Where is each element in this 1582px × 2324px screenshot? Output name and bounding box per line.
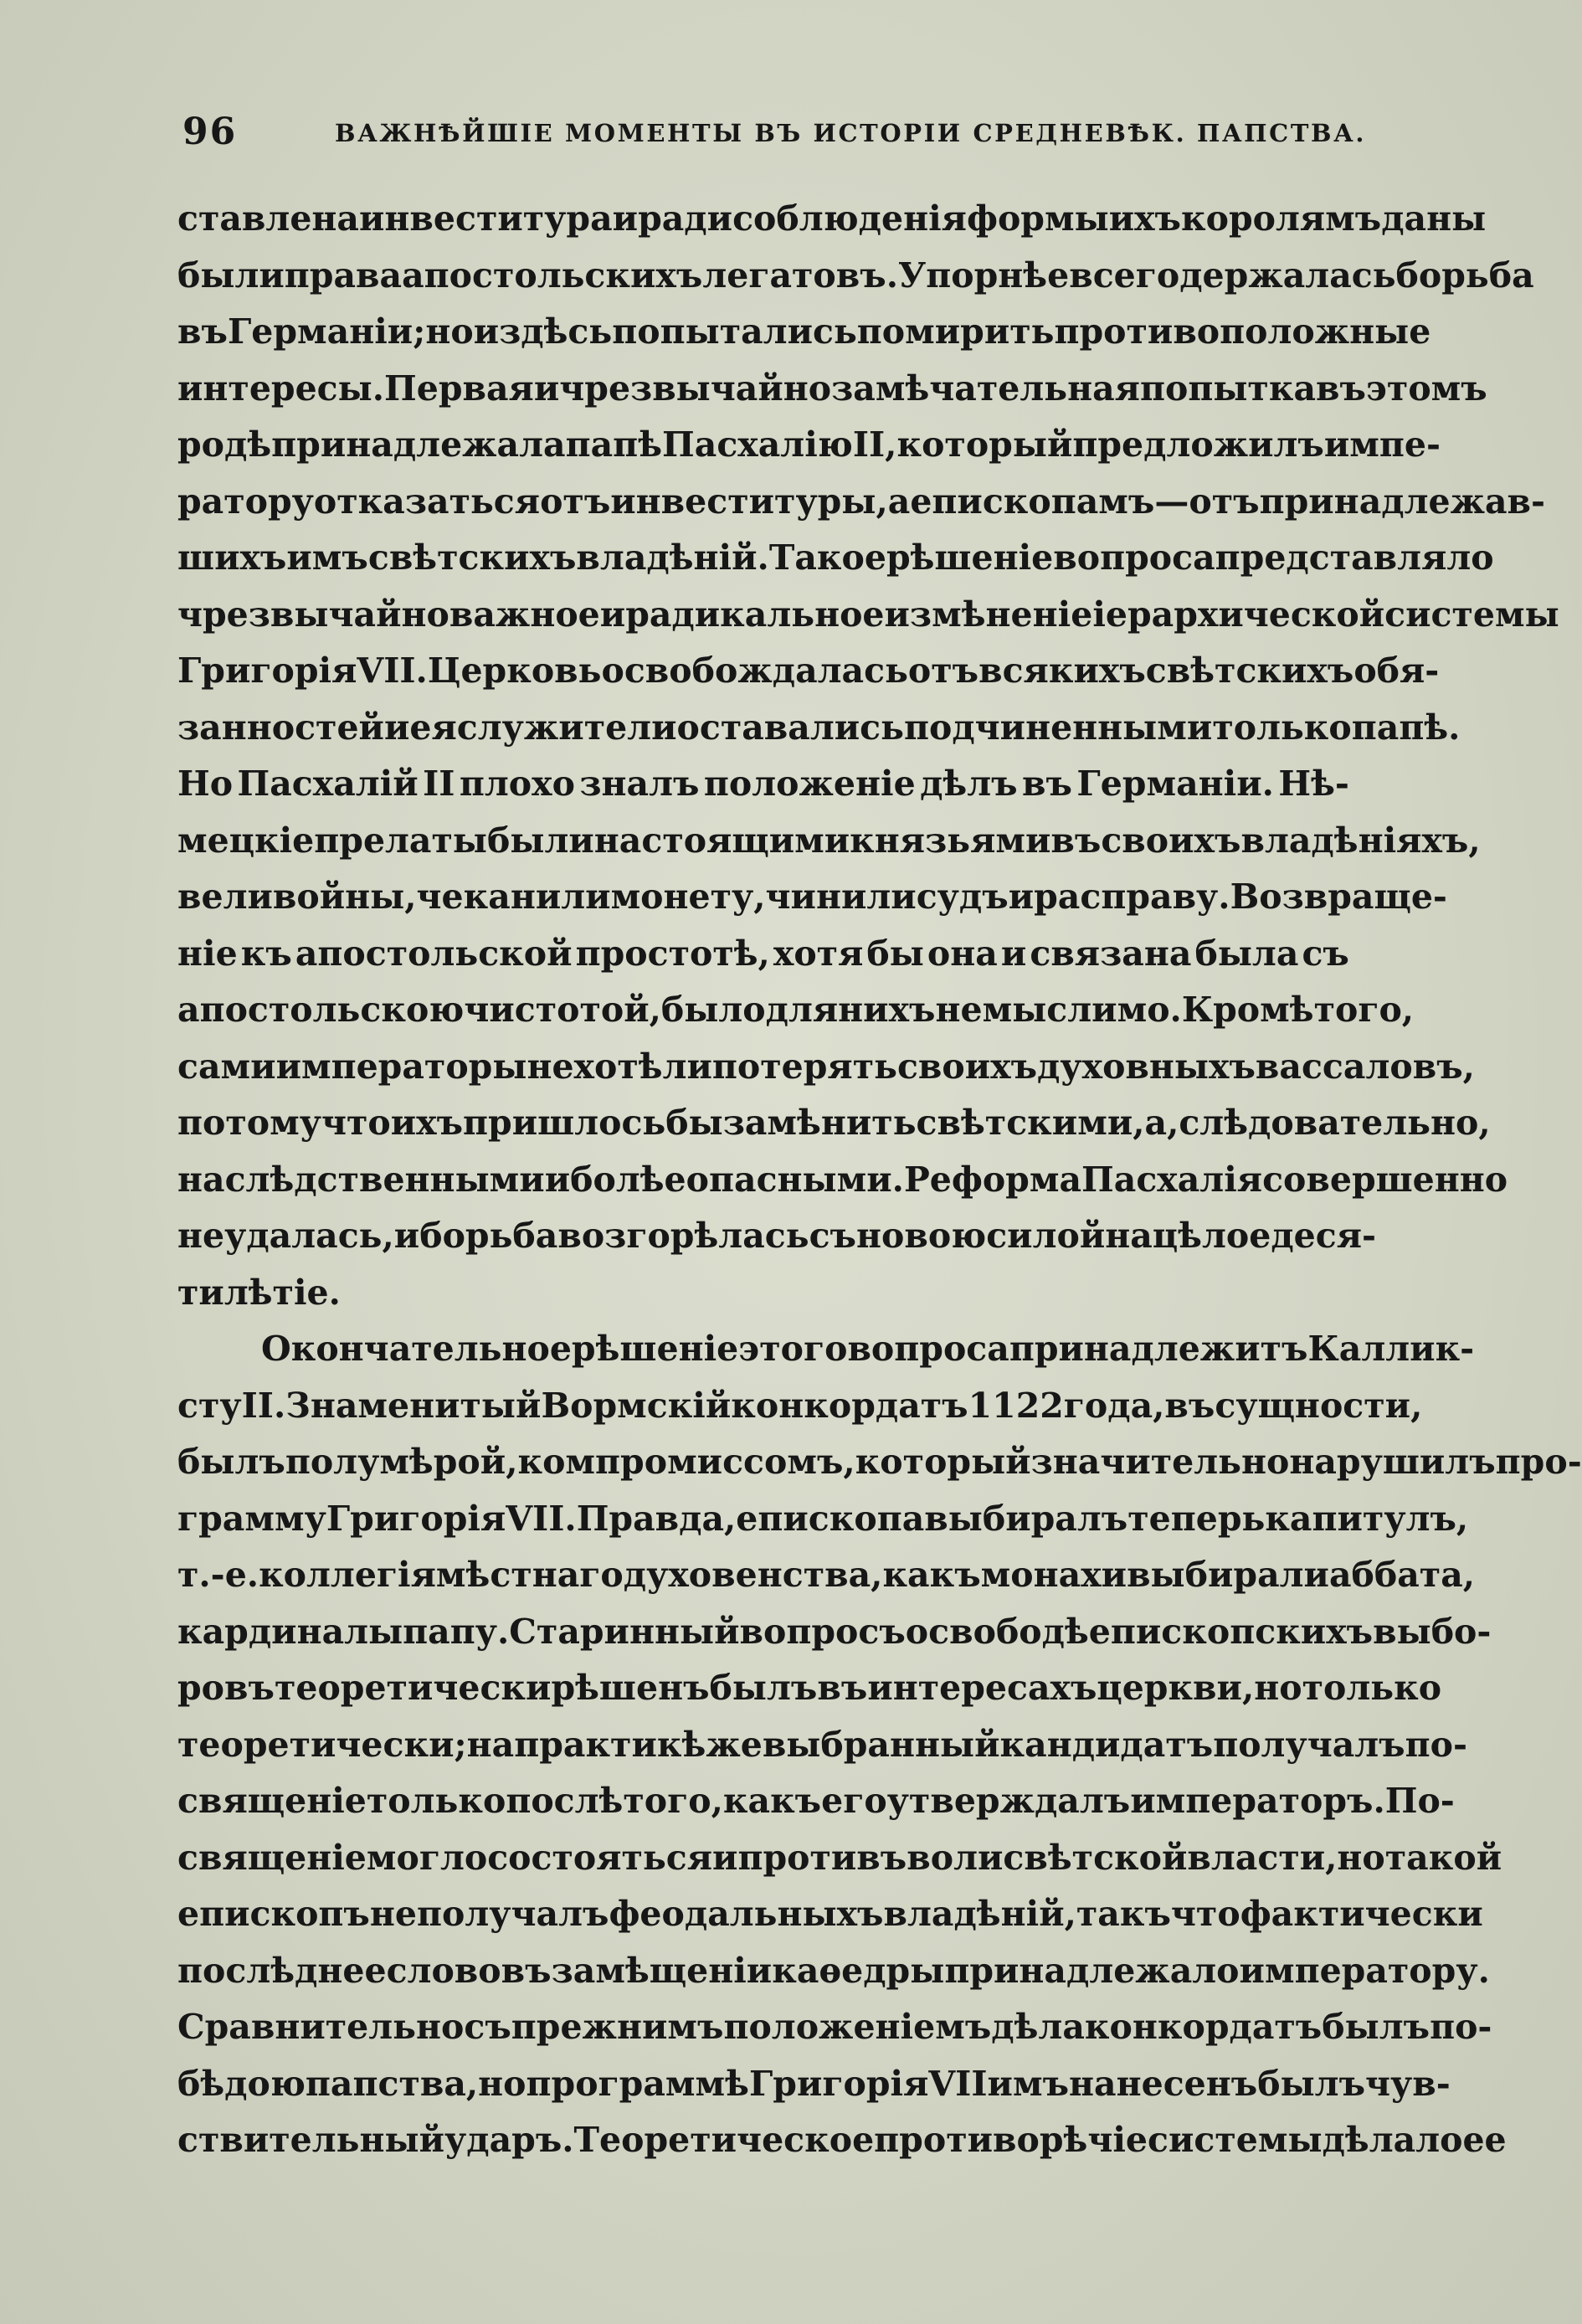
text-line: священіе могло состояться и противъ воли свѣтской власти, но такой	[177, 1837, 1502, 1878]
text-line: Окончательное рѣшеніе этого вопроса принадлежитъ Каллик-	[261, 1329, 1475, 1369]
text-line: священіе только послѣ того, какъ его утверждалъ императоръ. По-	[177, 1781, 1455, 1821]
text-line: ратору отказаться отъ инвеституры, а епископамъ—отъ принадлежав-	[177, 481, 1546, 522]
text-line: бѣдою папства, но программѣ Григорія VII имъ нанесенъ былъ чув-	[177, 2063, 1451, 2104]
text-line: апостольскою чистотой, было для нихъ немыслимо. Кромѣ того,	[177, 990, 1415, 1030]
text-line: тилѣтіе.	[177, 1272, 341, 1313]
text-line: сту II. Знаменитый Вормскій конкордатъ 1122 года, въ сущности,	[177, 1385, 1423, 1426]
text-line: шихъ имъ свѣтскихъ владѣній. Такое рѣшеніе вопроса представляло	[177, 537, 1494, 578]
text-line: наслѣдственными и болѣе опасными. Реформа Пасхалія совершенно	[177, 1159, 1508, 1200]
text-line: мецкіе прелаты были настоящими князьями въ своихъ владѣніяхъ,	[177, 820, 1481, 861]
text-line: грамму Григорія VII. Правда, епископа выбиралъ теперь капитулъ,	[177, 1498, 1469, 1539]
text-line: интересы. Первая и чрезвычайно замѣчательная попытка въ этомъ	[177, 368, 1487, 409]
text-line: былъ полумѣрой, компромиссомъ, который значительно нарушилъ про-	[177, 1442, 1582, 1482]
paragraph	[177, 1321, 1582, 2169]
body-text	[177, 191, 1582, 2169]
running-head: ВАЖНѢЙШІЕ МОМЕНТЫ ВЪ ИСТОРІИ СРЕДНЕВѢК. ПАПСТВА.	[335, 119, 1367, 147]
text-line: занностей и ея служители оставались подчиненными только папѣ.	[177, 707, 1461, 748]
text-line: епископъ не получалъ феодальныхъ владѣній, такъ что фактически	[177, 1894, 1483, 1934]
text-line: потому что ихъ пришлось бы замѣнить свѣтскими, а, слѣдовательно,	[177, 1103, 1491, 1143]
text-line: ствительный ударъ. Теоретическое противорѣчіе системы дѣлало ее	[177, 2120, 1507, 2160]
text-line: ніе къ апостольской простотѣ, хотя бы она и связана была съ	[177, 933, 1349, 974]
text-line: ставлена инвеститура и ради соблюденія формы ихъ королямъ даны	[177, 198, 1487, 239]
text-line: послѣднее слово въ замѣщеніи каѳедры принадлежало императору.	[177, 1950, 1490, 1991]
text-line: сами императоры не хотѣли потерять своихъ духовныхъ вассаловъ,	[177, 1046, 1475, 1087]
text-line: теоретически; на практикѣ же выбранный кандидатъ получалъ по-	[177, 1724, 1468, 1765]
paragraph	[177, 191, 1559, 1321]
text-line: ровъ теоретически рѣшенъ былъ въ интересахъ церкви, но только	[177, 1668, 1442, 1708]
text-line: Сравнительно съ прежнимъ положеніемъ дѣла конкордатъ былъ по-	[177, 2007, 1492, 2047]
text-line: т.-е. коллегія мѣстнаго духовенства, какъ монахи выбирали аббата,	[177, 1555, 1476, 1595]
text-line: Григорія VII. Церковь освобождалась отъ всякихъ свѣтскихъ обя-	[177, 650, 1440, 691]
text-line: кардиналы папу. Старинный вопросъ о свободѣ епископскихъ выбо-	[177, 1611, 1492, 1652]
text-line: въ Германіи; но и здѣсь попытались помирить противоположные	[177, 311, 1431, 352]
text-line: родѣ принадлежала папѣ Пасхалію II, который предложилъ импе-	[177, 424, 1441, 465]
page-number: 96	[182, 111, 238, 153]
text-line: чрезвычайно важное и радикальное измѣненіе іерархической системы	[177, 594, 1559, 635]
text-line: не удалась, и борьба возгорѣлась съ новою силой на цѣлое деся-	[177, 1216, 1376, 1256]
text-line: Но Пасхалій II плохо зналъ положеніе дѣлъ въ Германіи. Нѣ-	[177, 764, 1349, 804]
page-header	[182, 107, 1367, 157]
text-line: были права апостольскихъ легатовъ. Упорнѣе всего держалась борьба	[177, 255, 1534, 296]
text-line: вели войны, чеканили монету, чинили судъ и расправу. Возвраще-	[177, 877, 1447, 917]
